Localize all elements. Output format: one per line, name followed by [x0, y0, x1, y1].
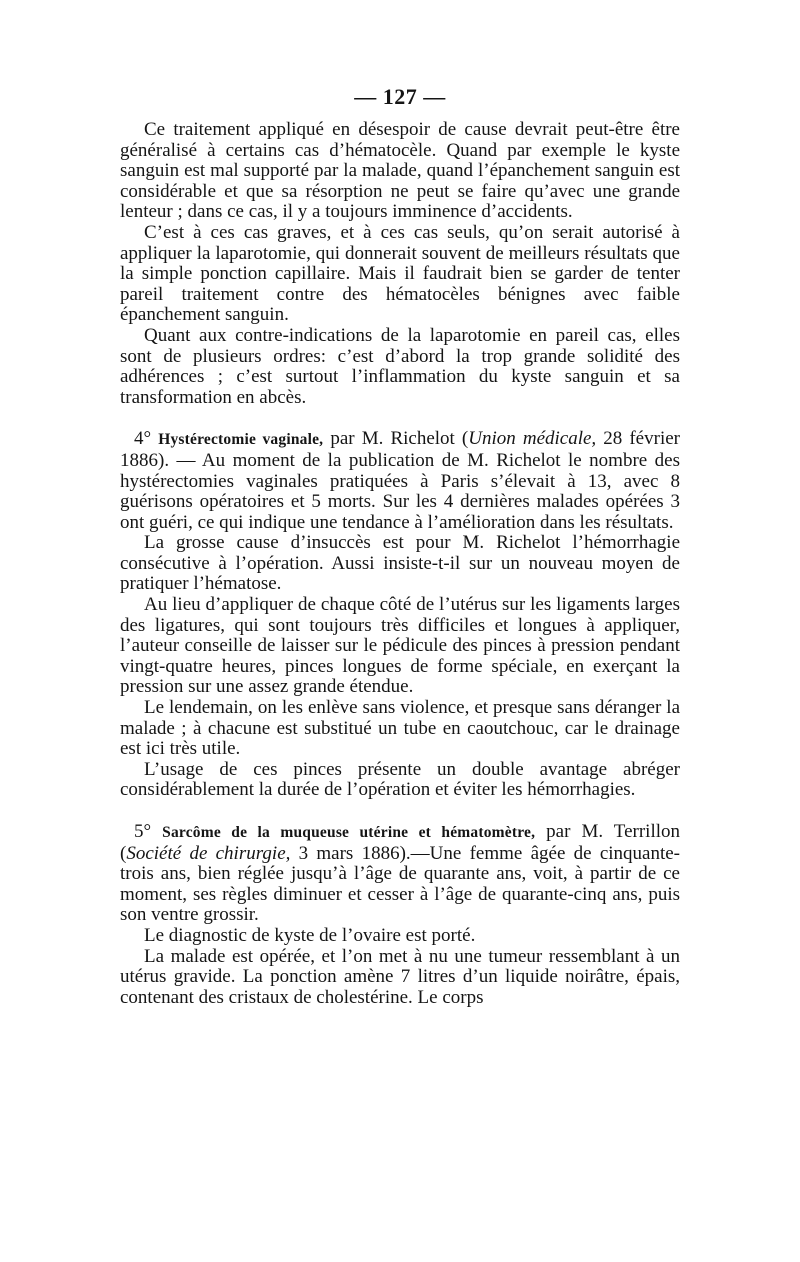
section-spacer — [120, 801, 680, 822]
section-spacer — [120, 408, 680, 429]
section-5-number: 5° — [134, 821, 152, 842]
paragraph-contraindications: Quant aux contre-indications de la laparotomie en pareil cas, elles sont de plusieurs ordres: c’est d’abord la trop grande solidité des adhérences ; c’est surtout l’inflammation du kyste sanguin et sa transformation en abcès. — [120, 324, 680, 408]
paragraph-operation: La malade est opérée, et l’on met à nu une tumeur ressemblant à un utérus gravide. La ponction amène 7 litres d’un liquide noirâtre, épais, contenant des cristaux de cholestérine. Le corps — [120, 945, 680, 1008]
section-4-body: 28 février 1886). — Au moment de la publication de M. Richelot le nombre des hystérectomies vaginales pratiquées à Paris s’élevait à 13, avec 8 guérisons opératoires et 5 morts. Sur les 4 dernières malades opérées 3 ont guéri, ce qui indique une tendance à l’amélioration dans les résultats. — [120, 428, 680, 533]
section-5-title: Sarcôme de la muqueuse utérine et hématomètre, — [162, 824, 536, 841]
page-number: — 127 — — [354, 84, 446, 109]
paragraph-next-day: Le lendemain, on les enlève sans violence, et presque sans déranger la malade ; à chacune est substitué un tube en caoutchouc, car le drainage est ici très utile. — [120, 697, 680, 760]
paragraph-diagnosis: Le diagnostic de kyste de l’ovaire est porté. — [144, 924, 476, 946]
paragraph-forceps-advantage: L’usage de ces pinces présente un double avantage abréger considérablement la durée de l’opération et éviter les hémorrhagies. — [120, 758, 680, 801]
section-4-heading — [120, 429, 680, 533]
paragraph-pressure-forceps: Au lieu d’appliquer de chaque côté de l’utérus sur les ligaments larges des ligatures, qui sont toujours très difficiles et longues à appliquer, l’auteur conseille de laisser sur le pédicule des pinces à pression pendant vingt-quatre heures, pinces longues de forme spéciale, en exerçant la pression sur une assez grande étendue. — [120, 594, 680, 698]
paragraph-hematocele-treatment: Ce traitement appliqué en désespoir de cause devrait peut-être être généralisé à certains cas d’hématocèle. Quand par exemple le kyste sanguin est mal supporté par la malade, quand l’épanchement sanguin est considérable et que sa résorption ne peut se faire qu’avec une grande lenteur ; dans ce cas, il y a toujours imminence d’accidents. — [120, 119, 680, 223]
section-5-heading — [120, 822, 680, 926]
section-4-title: Hystérectomie vaginale, — [158, 431, 324, 449]
section-5-body: 3 mars 1886).—Une femme âgée de cinquante-trois ans, bien réglée jusqu’à l’âge de quarante ans, voit, à partir de ce moment, ses règles diminuer et cesser à l’âge de quarante-cinq ans, puis son ventre grossir. — [120, 842, 680, 926]
section-5-journal: Société de chirurgie, — [126, 842, 291, 864]
paragraph-grave-cases: C’est à ces cas graves, et à ces cas seuls, qu’on serait autorisé à appliquer la laparotomie, qui donnerait souvent de meilleurs résultats que la simple ponction capillaire. Mais il faudrait bien se garder de tenter pareil traitement contre des hématocèles bénignes avec faible épanchement sanguin. — [120, 221, 680, 326]
book-page — [120, 82, 680, 1008]
section-4-number: 4° — [134, 428, 152, 450]
section-5-lead: par M. Terrillon ( — [120, 821, 681, 864]
paragraph-hemorrhage-cause: La grosse cause d’insuccès est pour M. Richelot l’hémorrhagie consécutive à l’opération. Aussi insiste-t-il sur un nouveau moyen de pratiquer l’hématose. — [120, 532, 680, 595]
section-4-journal: Union médicale, — [468, 428, 597, 450]
section-4-lead: par M. Richelot ( — [330, 428, 469, 450]
